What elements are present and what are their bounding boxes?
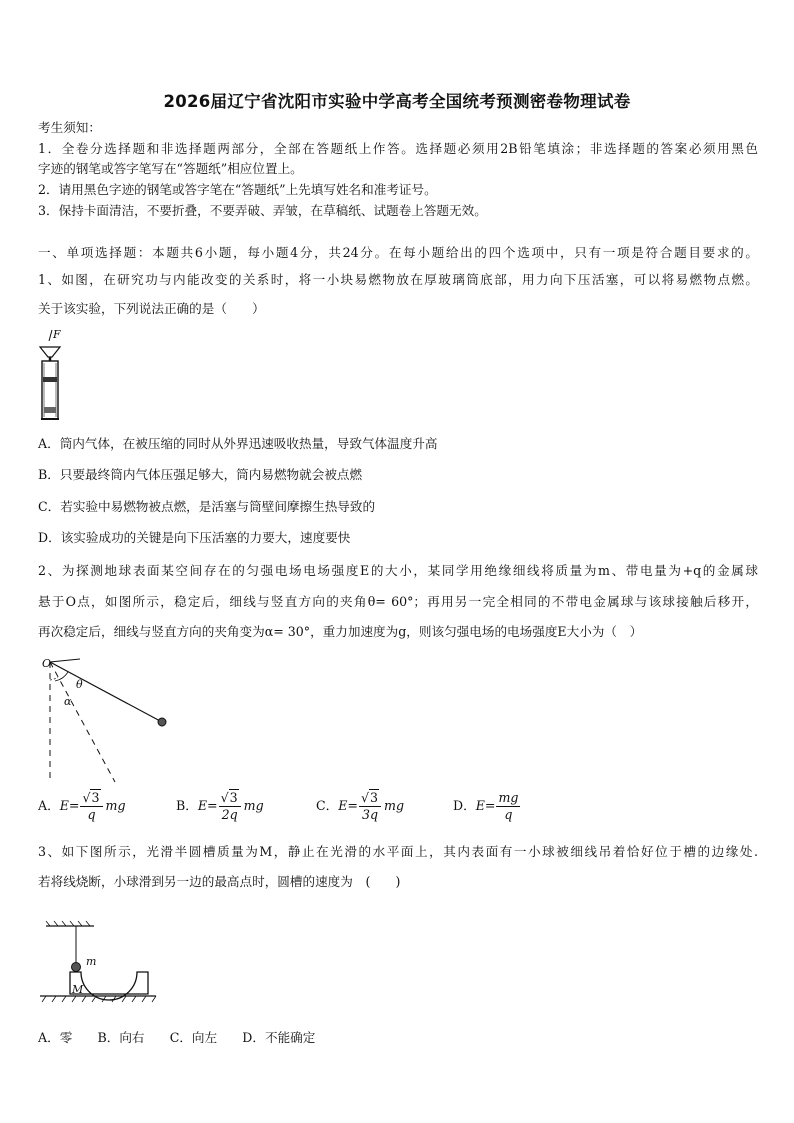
section-heading: 一、单项选择题：本题共6小题，每小题4分，共24分。在每小题给出的四个选项中，只有一项是符合题目要求的。 bbox=[38, 245, 758, 260]
q2-option-a-label: A． bbox=[38, 798, 60, 813]
q2-stem-line-1: 2、为探测地球表面某空间存在的匀强电场电场强度E的大小，某同学用绝缘细线将质量为m、带电量为+q的金属球 bbox=[38, 563, 758, 578]
q2-option-d-label: D． bbox=[453, 798, 476, 813]
q2-option-b-lhs: E= bbox=[197, 798, 218, 813]
q2-option-b-radicand: 3 bbox=[229, 790, 238, 805]
q3-groove-label: M bbox=[72, 983, 84, 996]
q3-stem-line-2: 若将线烧断，小球滑到另一边的最高点时，圆槽的速度为 ( ) bbox=[38, 874, 401, 889]
q2-option-b-denominator: 2q bbox=[221, 807, 238, 822]
q2-option-d-lhs: E= bbox=[475, 798, 496, 813]
q1-option-d: D．该实验成功的关键是向下压活塞的力要大，速度要快 bbox=[38, 530, 351, 545]
q2-option-a-fraction: $\frac{√3}{q}$ bbox=[80, 790, 102, 823]
q2-stem-line-2: 悬于O点，如图所示，稳定后，细线与竖直方向的夹角θ= 60°；再用另一完全相同的不带电金属球与该球接触后移开， bbox=[38, 594, 758, 609]
q1-option-b: B．只要最终筒内气体压强足够大，筒内易燃物就会被点燃 bbox=[38, 467, 363, 482]
q2-option-d-numerator: mg bbox=[498, 790, 519, 805]
q2-option-d-fraction bbox=[496, 790, 520, 823]
q3-half-cylinder-groove-figure bbox=[38, 920, 160, 1008]
q1-option-a: A．筒内气体，在被压缩的同时从外界迅速吸收热量，导致气体温度升高 bbox=[38, 436, 438, 451]
q1-option-c: C．若实验中易燃物被点燃，是活塞与筒壁间摩擦生热导致的 bbox=[38, 499, 376, 514]
q2-option-a-tail: mg bbox=[105, 798, 126, 813]
q2-option-c-label: C． bbox=[316, 798, 339, 813]
q2-option-d-denominator: q bbox=[504, 807, 513, 822]
notice-item-2: 2．请用黑色字迹的钢笔或答字笔在“答题纸”上先填写姓名和准考证号。 bbox=[38, 182, 437, 197]
q3-options: A．零 B．向右 C．向左 D．不能确定 bbox=[38, 1030, 316, 1045]
q2-option-b-tail: mg bbox=[243, 798, 264, 813]
q1-stem-line-1: 1、如图，在研究功与内能改变的关系时，将一小块易燃物放在厚玻璃筒底部，用力向下压活塞，可以将易燃物点燃。 bbox=[38, 272, 758, 287]
q1-piston-figure bbox=[34, 327, 74, 427]
q2-alpha-label: α bbox=[64, 695, 72, 708]
q2-option-b bbox=[176, 790, 264, 823]
q2-option-a-radicand: 3 bbox=[91, 790, 100, 805]
q2-option-b-label: B． bbox=[176, 798, 198, 813]
notice-heading: 考生须知： bbox=[38, 120, 101, 135]
q2-option-d bbox=[453, 790, 521, 823]
q1-stem-line-2: 关于该实验，下列说法正确的是（ ） bbox=[38, 301, 265, 316]
q1-force-label: F bbox=[53, 328, 61, 341]
page-title: 2026届辽宁省沈阳市实验中学高考全国统考预测密卷物理试卷 bbox=[163, 92, 631, 111]
q3-stem-line-1: 3、如下图所示，光滑半圆槽质量为M，静止在光滑的水平面上，其内表面有一小球被细线吊着恰好位于槽的边缘处. bbox=[38, 844, 758, 859]
q2-option-c-lhs: E= bbox=[338, 798, 358, 813]
q2-option-a-lhs: E= bbox=[59, 798, 80, 813]
q2-theta-label: θ bbox=[76, 678, 83, 691]
q2-option-a bbox=[38, 790, 126, 823]
notice-item-3: 3．保持卡面清洁，不要折叠，不要弄破、弄皱，在草稿纸、试题卷上答题无效。 bbox=[38, 203, 487, 218]
q2-point-o-label: O bbox=[42, 657, 52, 670]
notice-item-1-line-1: 1．全卷分选择题和非选择题两部分，全部在答题纸上作答。选择题必须用2B铅笔填涂；非选择题的答案必须用黑色 bbox=[38, 141, 758, 156]
q2-option-c-tail: mg bbox=[384, 798, 405, 813]
q2-option-c bbox=[316, 790, 404, 823]
q2-option-c-denominator: 3q bbox=[361, 807, 379, 822]
q2-option-a-denominator: q bbox=[87, 807, 96, 822]
q2-option-c-radicand: 3 bbox=[370, 790, 379, 805]
q2-option-c-fraction: $\frac{√3}{3q}$ bbox=[359, 790, 381, 823]
q2-stem-line-3: 再次稳定后，细线与竖直方向的夹角变为α= 30°，重力加速度为g，则该匀强电场的电场强度E大小为（ ） bbox=[38, 624, 643, 639]
q3-ball-label: m bbox=[86, 955, 97, 968]
q2-option-b-fraction: $\frac{√3}{2q}$ bbox=[219, 790, 241, 823]
notice-item-1-line-2: 字迹的钢笔或答字笔写在“答题纸”相应位置上。 bbox=[38, 161, 303, 176]
q2-pendulum-figure bbox=[40, 655, 180, 790]
